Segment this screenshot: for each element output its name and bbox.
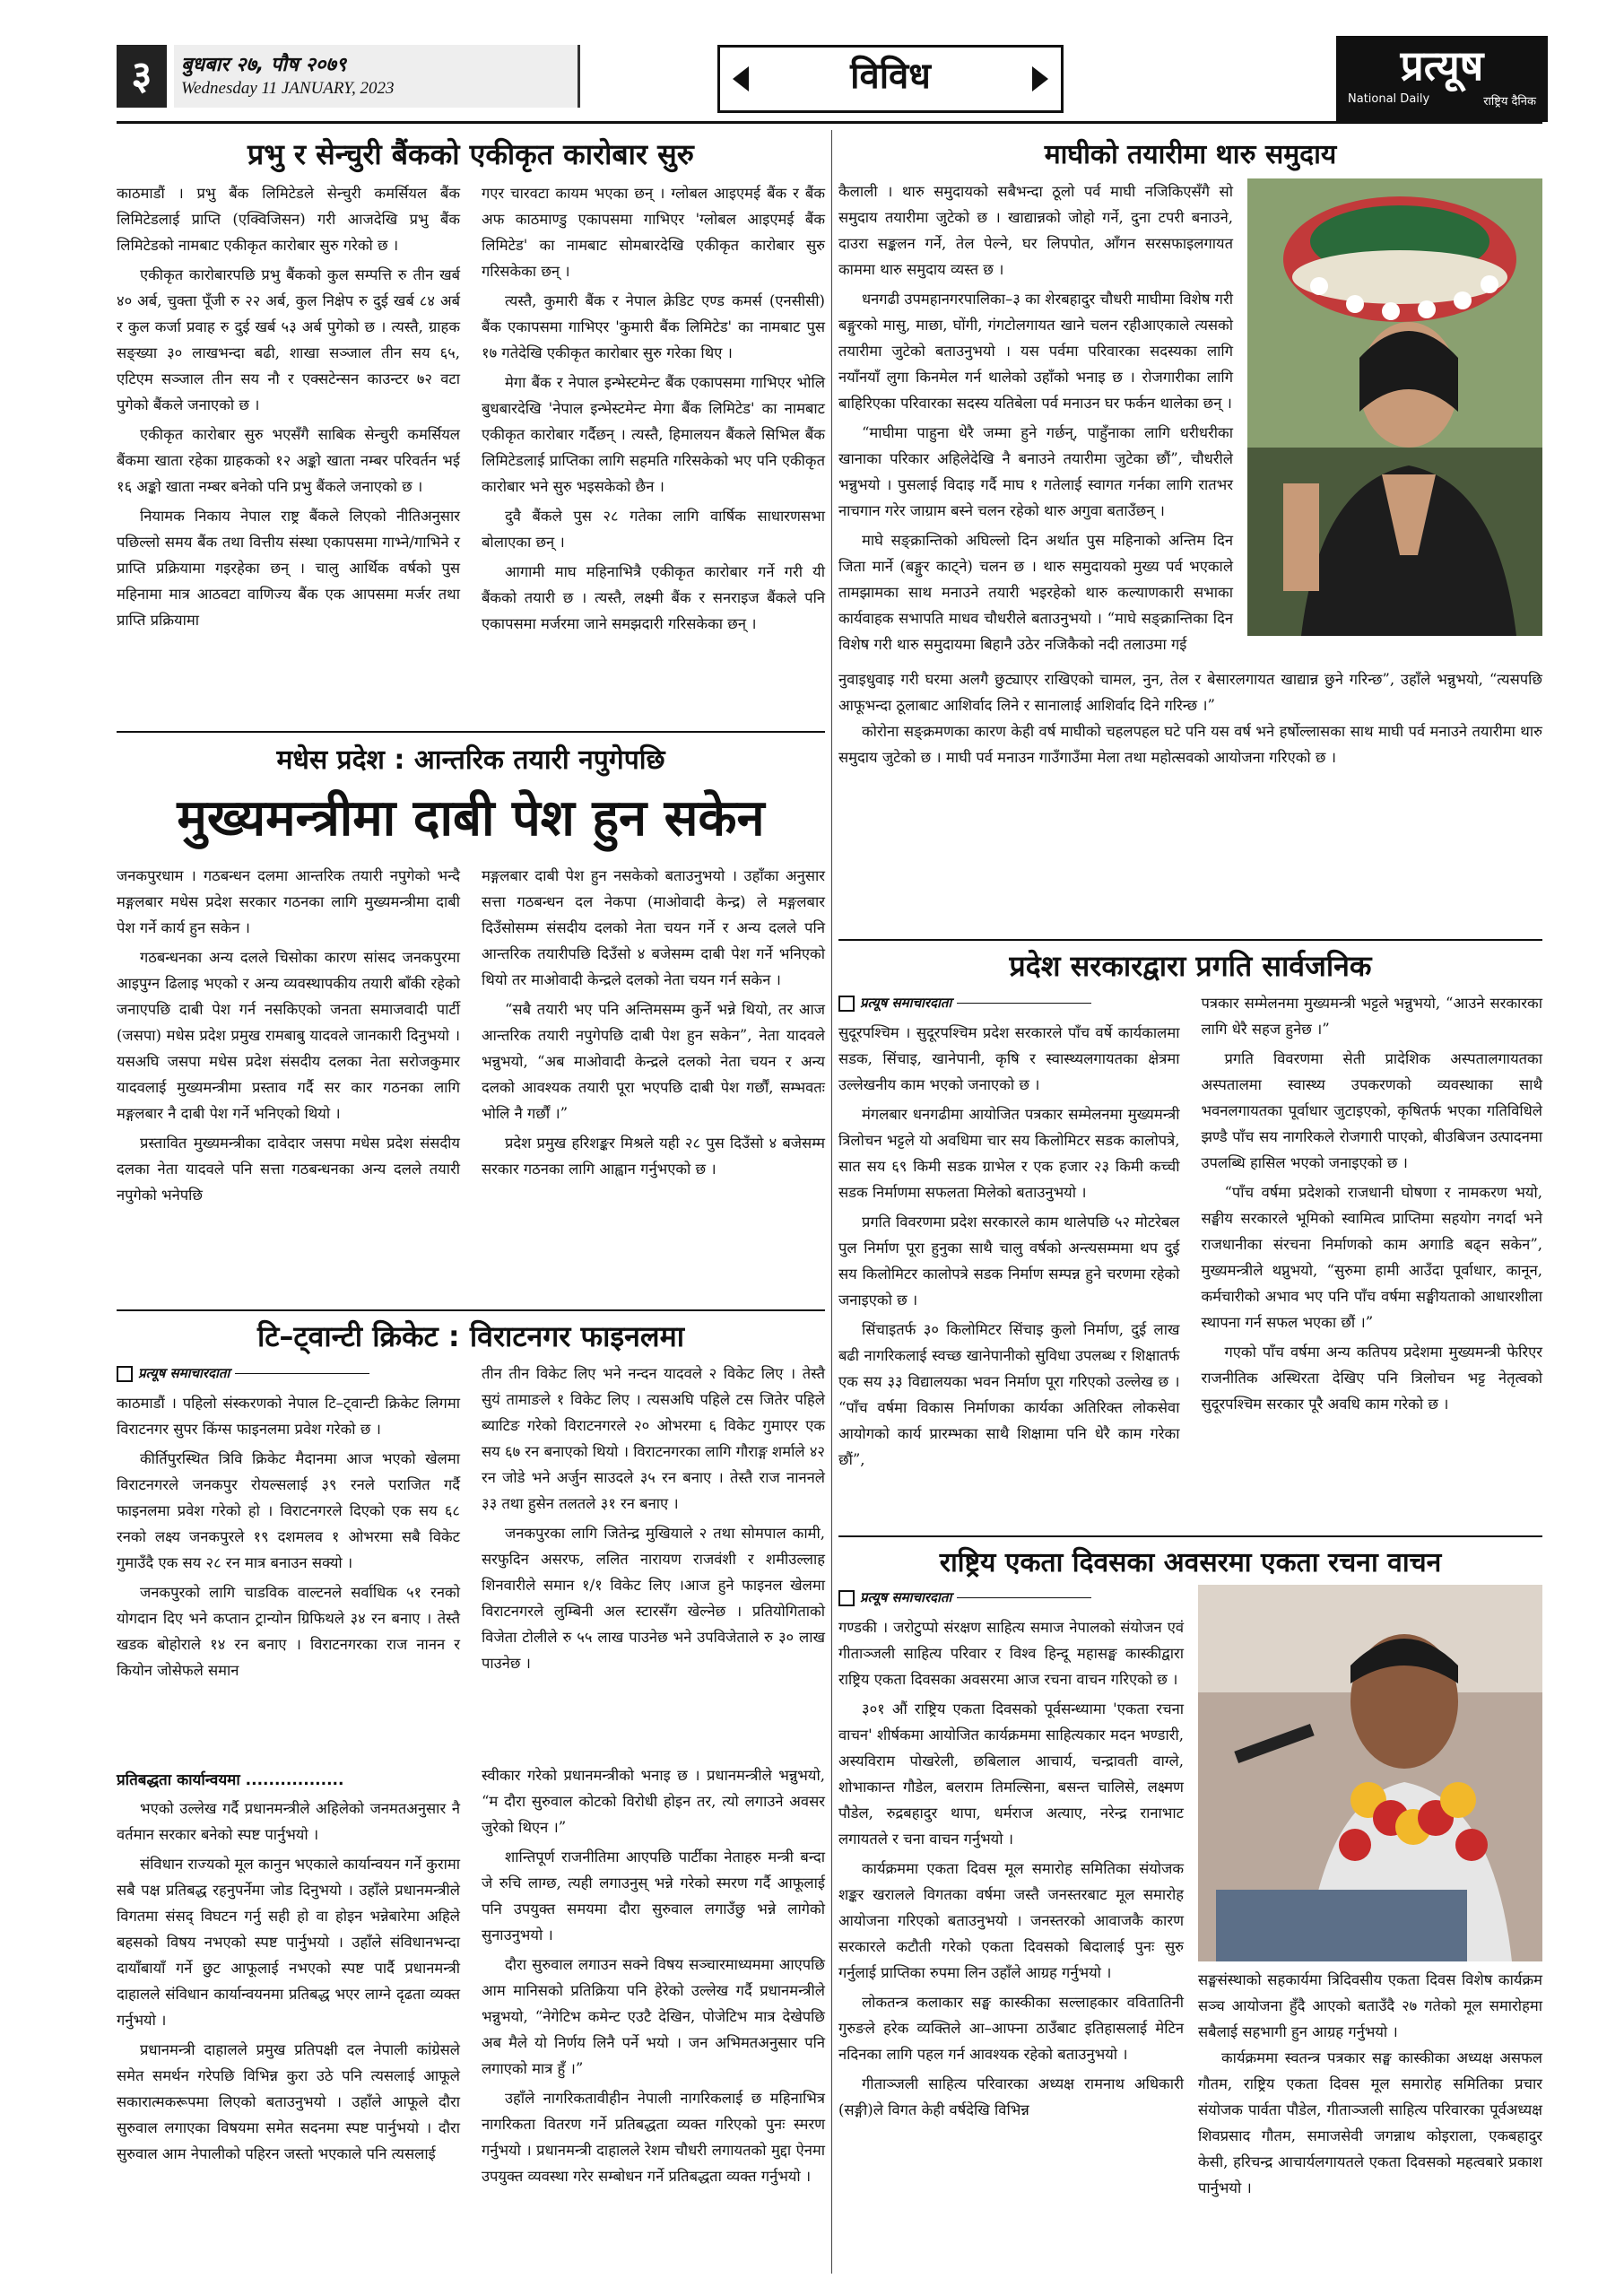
byline-box-icon [838,1590,855,1606]
article-bank-merger [117,135,825,640]
paragraph: कीर्तिपुरस्थित त्रिवि क्रिकेट मैदानमा आज भएको खेलमा विराटनगरले जनकपुर रोयल्सलाई ३९ रनले पराजित गर्दै फाइनलमा प्रवेश गरेको हो । विराटनगरले दिएको एक सय ६८ रनको लक्ष्य जनकपुरले १९ दशमलव १ ओभरमा सबै विकेट गुमाउँदै एक सय २८ रन मात्र बनाउन सक्यो । [117,1450,460,1571]
paragraph: एकीकृत कारोबार सुरु भएसँगै साबिक सेन्चुरी कमर्सियल बैंकमा खाता रहेका ग्राहकको १२ अङ्को खाता नम्बर परिवर्तन भई १६ अङ्को खाता नम्बर बनेको पनि प्रभु बैंकले जनाएको छ । [117,426,460,495]
article-headline: माघीको तयारीमा थारु समुदाय [1044,139,1337,170]
paragraph: जनकपुरका लागि जितेन्द्र मुखियाले २ तथा सोमपाल कामी, सरफुदिन असरफ, ललित नारायण राजवंशी र शमीउल्लाह शिनवारीले समान १/१ विकेट लिए ।आज हुने फाइनल खेलमा विराटनगरले लुम्बिनी अल स्टारसँग खेल्नेछ । प्रतियोगिताको विजेता टोलीले रु ५५ लाख पाउनेछ भने उपविजेताले रु ३० लाख पाउनेछ । [482,1525,825,1672]
article-column [482,863,825,1212]
paragraph: “माघीमा पाहुना धेरै जम्मा हुने गर्छन्, पाहुँनाका लागि धरीधरीका खानाका परिकार अहिलेदेखि नै बनाउने तयारीमा जुटेका छौं”, चौधरीले भन्नुभयो । पुसलाई विदाइ गर्दै माघ १ गतेलाई स्वागत गर्नका लागि रातभर नाचगान गरेर जाग्राम बस्ने चलन रहेको थारु अगुवा बताउँछन् । [838,424,1233,519]
article-cricket [117,1317,825,1687]
article-madhes [117,740,825,1212]
paragraph: सुदूरपश्चिम । सुदूरपश्चिम प्रदेश सरकारले पाँच वर्षे कार्यकालमा सडक, सिंचाइ, खानेपानी, कृषि र स्वास्थ्यलगायतका क्षेत्रमा उल्लेखनीय काम भएको जनाएको छ । [838,1024,1180,1093]
paragraph: नुवाइधुवाइ गरी घरमा अलगै छुट्याएर राखिएको चामल, नुन, तेल र बेसारलगायत खाद्यान्न छुने गरिन्छ”, उहाँले भन्नुभयो, “त्यसपछि आफूभन्दा ठूलाबाट आशिर्वाद लिने र सानालाई आशिर्वाद दिने गरिन्छ ।” [838,671,1542,714]
article-column [838,1585,1184,2201]
article-body [117,1361,825,1687]
paragraph: प्रदेश प्रमुख हरिशङ्कर मिश्रले यही २८ पुस दिउँसो ४ बजेसम्म सरकार गठनका लागि आह्वान गर्नुभएको छ । [482,1135,825,1178]
article-headline: मुख्यमन्त्रीमा दाबी पेश हुन सकेन [177,789,765,848]
paragraph: प्रगति विवरणमा प्रदेश सरकारले काम थालेपछि ५२ मोटरेबल पुल निर्माण पूरा हुनुका साथै चालु वर्षको अन्त्यसम्ममा थप दुई सय किलोमिटर कालोपत्रे सडक निर्माण सम्पन्न हुने चरणमा रहेको जनाइएको छ । [838,1213,1180,1309]
paragraph: नियामक निकाय नेपाल राष्ट्र बैंकले लिएको नीतिअनुसार पछिल्लो समय बैंक तथा वित्तीय संस्था एकापसमा गाभ्ने/गाभिने र प्राप्ति प्रक्रियामा गइरहेका छन् । चालु आर्थिक वर्षको पुस महिनामा मात्र आठवटा वाणिज्य बैंक एक आपसमा मर्जर तथा प्राप्ति प्रक्रियामा [117,508,460,629]
paragraph: संविधान राज्यको मूल कानुन भएकाले कार्यान्वयन गर्ने कुरामा सबै पक्ष प्रतिबद्ध रहनुपर्नेमा जोड दिनुभयो । उहाँले प्रधानमन्त्रीले विगतमा संसद् विघटन गर्नु सही हो वा होइन भन्नेबारेमा अहिले बहसको विषय नभएको स्पष्ट पार्नुभयो । उहाँले संविधानभन्दा दायाँबायाँ गर्ने छुट आफूलाई नभएको स्पष्ट पार्दै प्रधानमन्त्री दाहालले संविधान कार्यान्वयनमा प्रतिबद्ध भएर लाग्ने दृढता व्यक्त गर्नुभयो । [117,1856,460,2029]
paper-name: प्रत्यूष [1400,41,1484,90]
column-divider [831,130,832,2274]
article-headline: राष्ट्रिय एकता दिवसका अवसरमा एकता रचना वाचन [939,1547,1442,1578]
article-body [838,178,1542,661]
byline-rule [957,1597,1091,1598]
page-number: ३ [117,45,167,108]
section-divider [117,1309,825,1311]
paragraph: प्रस्तावित मुख्यमन्त्रीका दावेदार जसपा मधेस प्रदेश संसदीय दलका नेता यादवले पनि सत्ता गठबन्धनका अन्य दलले तयारी नपुगेको भनेपछि [117,1135,460,1204]
paragraph: सिंचाइतर्फ ३० किलोमिटर सिंचाइ कुलो निर्माण, दुई लाख बढी नागरिकलाई स्वच्छ खानेपानीको सुविधा उपलब्ध र शिक्षातर्फ एक सय ३३ विद्यालयका भवन निर्माण पूरा गरिएको उल्लेख छ । “पाँच वर्षमा विकास निर्माणका कार्यका अतिरिक्त लोकसेवा आयोगको कार्य प्रारम्भका साथै शिक्षामा पनि धेरै काम गरेका छौं”, [838,1321,1180,1468]
article-column [1202,990,1543,1476]
article-column [482,180,825,640]
tagline-english: National Daily [1348,92,1430,106]
paragraph: कार्यक्रममा एकता दिवस मूल समारोह समितिका संयोजक शङ्कर खरालले विगतका वर्षमा जस्तै जनस्तरबाट मूल समारोह आयोजना गरिएको बताउनुभयो । जनस्तरको आवाजकै कारण सरकारले कटौती गरेको एकता दिवसको बिदालाई पुनः सुरु गर्नुलाई प्राप्तिका रुपमा लिन उहाँले आग्रह गर्नुभयो । [838,1860,1184,1981]
article-headline: प्रदेश सरकारद्वारा प्रगति सार्वजनिक [1009,949,1372,983]
paragraph: “सबै तयारी भए पनि अन्तिमसम्म कुर्ने भन्ने थियो, तर आज आन्तरिक तयारी नपुगेपछि दाबी पेश हुन सकेन”, नेता यादवले भन्नुभयो, “अब माओवादी केन्द्रले दलको नेता चयन र अन्य दलको आवश्यक तयारी पूरा भएपछि दाबी पेश गर्छौं, सम्भवतः भोलि नै गर्छौं ।” [482,1001,825,1122]
paragraph: मङ्गलबार दाबी पेश हुन नसकेको बताउनुभयो । उहाँका अनुसार सत्ता गठबन्धन दल नेकपा (माओवादी केन्द्र) ले मङ्गलबार दिउँसोसम्म संसदीय दलको नेता चयन गर्ने र अन्य दलले पनि आन्तरिक तयारीपछि दिउँसो ४ बजेसम्म दाबी पेश गर्ने भनिएको थियो तर माओवादी केन्द्रले दलको नेता चयन गर्न सकेन । [482,867,825,988]
paragraph: कैलाली । थारु समुदायको सबैभन्दा ठूलो पर्व माघी नजिकिएसँगै सो समुदाय तयारीमा जुटेको छ । खाद्यान्नको जोहो गर्ने, दुना टपरी बनाउने, दाउरा सङ्कलन गर्ने, तेल पेल्ने, घर लिपपोत, आँगन सरसफाइलगायत काममा थारु समुदाय व्यस्त छ । [838,183,1233,278]
article-column [838,990,1180,1476]
byline [117,1361,460,1387]
article-column [117,1762,460,2193]
byline [838,990,1180,1016]
photo-column [1198,1585,1542,2201]
article-column [482,1762,825,2193]
article-ekta [838,1543,1542,2201]
article-continuation [117,1762,825,2193]
paragraph: सङ्घसंस्थाको सहकार्यमा त्रिदिवसीय एकता दिवस विशेष कार्यक्रम सञ्च आयोजना हुँदै आएको बताउँदै २७ गतेको मूल समारोहमा सबैलाई सहभागी हुन आग्रह गर्नुभयो । [1198,1971,1542,2040]
paragraph: ३०१ औं राष्ट्रिय एकता दिवसको पूर्वसन्ध्यामा 'एकता रचना वाचन' शीर्षकमा आयोजित कार्यक्रममा साहित्यकार मदन भण्डारी, अस्यविराम पोखरेली, छबिलाल आचार्य, चन्द्रावती वाग्ले, शोभाकान्त गौडेल, बलराम तिमल्सिना, बसन्त चालिसे, लक्ष्मण पौडेल, रुद्रबहादुर थापा, धर्मराज अत्याए, नरेन्द्र रानाभाट लगायतले र चना वाचन गर्नुभयो । [838,1700,1184,1848]
paragraph: काठमाडौं । पहिलो संस्करणको नेपाल टि–ट्वान्टी क्रिकेट लिगमा विराटनगर सुपर किंग्स फाइनलमा प्रवेश गरेको छ । [117,1395,460,1438]
paragraph: भएको उल्लेख गर्दै प्रधानमन्त्रीले अहिलेको जनमतअनुसार नै वर्तमान सरकार बनेको स्पष्ट पार्नुभयो । [117,1800,460,1843]
reciter-photo [1198,1585,1542,1961]
paragraph: प्रधानमन्त्री दाहालले प्रमुख प्रतिपक्षी दल नेपाली कांग्रेसले समेत समर्थन गरेपछि विभिन्न कुरा उठे पनि त्यसलाई आफूले सकारात्मकरूपमा लिएको बताउनुभयो । उहाँले आफूले दौरा सुरुवाल लगाएका विषयमा समेत सदनमा स्पष्ट पार्नुभयो । दौरा सुरुवाल आम नेपालीको पहिरन जस्तो भएकाले पनि त्यसलाई [117,2041,460,2162]
photo-caption [1198,1967,1542,2201]
paragraph: आगामी माघ महिनाभित्रै एकीकृत कारोबार गर्ने गरी यी बैंकको तयारी छ । त्यस्तै, लक्ष्मी बैंक र सनराइज बैंकले पनि एकापसमा मर्जरमा जाने समझदारी गरिसकेका छन् । [482,563,825,632]
paragraph: दौरा सुरुवाल लगाउन सक्ने विषय सञ्चारमाध्यममा आएपछि आम मानिसको प्रतिक्रिया पनि हेरेको उल्लेख गर्दै प्रधानमन्त्रीले भन्नुभयो, “नेगेटिभ कमेन्ट एउटै देखिन, पोजेटिभ मात्र देखेपछि अब मैले यो निर्णय लिनै पर्ने भयो । जन अभिमतअनुसार पनि लगाएको मात्र हुँ ।” [482,1956,825,2077]
paragraph: गण्डकी । जरोटुप्पो संरक्षण साहित्य समाज नेपालको संयोजन एवं गीताञ्जली साहित्य परिवार र विश्व हिन्दू महासङ्घ कास्कीद्वारा राष्ट्रिय एकता दिवसका अवसरमा आज रचना वाचन गरिएको छ । [838,1619,1184,1688]
paragraph: काठमाडौं । प्रभु बैंक लिमिटेडले सेन्चुरी कमर्सियल बैंक लिमिटेडलाई प्राप्ति (एक्विजिसन) गरी आजदेखि प्रभु बैंक लिमिटेडको नामबाट एकीकृत कारोबार सुरु गरेको छ । [117,185,460,254]
paragraph: एकीकृत कारोबारपछि प्रभु बैंकको कुल सम्पत्ति रु तीन खर्ब ४० अर्ब, चुक्ता पूँजी रु २२ अर्ब, कुल निक्षेप रु दुई खर्ब ८४ अर्ब र कुल कर्जा प्रवाह रु दुई खर्ब ५३ अर्ब पुगेको छ । त्यस्तै, ग्राहक सङ्ख्या ३० लाखभन्दा बढी, शाखा सञ्जाल तीन सय ६५, एटिएम सञ्जाल तीन सय नौ र एक्सटेन्सन काउन्टर ७२ वटा पुगेको बैंकले जनाएको छ । [117,266,460,413]
byline [838,1585,1184,1611]
article-column [117,1361,460,1687]
byline-box-icon [117,1366,133,1382]
article-body [838,1585,1542,2201]
byline-text: प्रत्यूष समाचारदाता [860,995,952,1011]
paragraph: लोकतन्त्र कलाकार सङ्घ कास्कीका सल्लाहकार ववितातिनी गुरुङले हरेक व्यक्तिले आ–आफ्ना ठाउँबाट इतिहासलाई मेटिन नदिनका लागि पहल गर्न आवश्यक रहेको बताउनुभयो । [838,1994,1184,2063]
paragraph: उहाँले नागरिकतावीहीन नेपाली नागरिकलाई छ महिनाभित्र नागरिकता वितरण गर्ने प्रतिबद्धता व्यक्त गरिएको पुनः स्मरण गर्नुभयो । प्रधानमन्त्री दाहालले रेशम चौधरी लगायतको मुद्दा ऐनमा उपयुक्त व्यवस्था गरेर सम्बोधन गर्ने प्रतिबद्धता व्यक्त गर्नुभयो । [482,2090,825,2185]
masthead-tagline [1339,92,1545,109]
paragraph: दुवै बैंकले पुस २८ गतेका लागि वार्षिक साधारणसभा बोलाएका छन् । [482,508,825,551]
right-arrow-icon [1032,66,1048,91]
tharu-woman-photo [1247,178,1542,636]
article-body [117,180,825,640]
paragraph: शान्तिपूर्ण राजनीतिमा आएपछि पार्टीका नेताहरु मन्त्री बन्दा जे रुचि लाग्छ, त्यही लगाउनुस् भन्ने गरेको स्मरण गर्दै आफूलाई पनि उपयुक्त समयमा दौरा सुरुवाल लगाउँछु भन्ने लागेको सुनाउनुभयो । [482,1848,825,1944]
paragraph: धनगढी उपमहानगरपालिका–३ का शेरबहादुर चौधरी माघीमा विशेष गरी बङ्गुरको मासु, माछा, घोंगी, गंगटोलगायत खाने चलन रहीआएकाले त्यसको तयारीमा जुटेको बताउनुभयो । यस पर्वमा परिवारका सदस्यका लागि नयाँनयाँ लुगा किनमेल गर्न थालेको उहाँको भनाइ छ । रोजगारीका लागि बाहिरिएका परिवारका सदस्य यतिबेला पर्व मनाउन घर फर्कन थालेका छन् । [838,291,1233,412]
byline-text: प्रत्यूष समाचारदाता [138,1365,230,1381]
reciter-illustration [1198,1585,1542,1961]
left-arrow-icon [733,66,749,91]
byline-rule [235,1373,369,1374]
article-maghi [838,135,1542,770]
header-rule [117,121,1542,124]
paragraph: मेगा बैंक र नेपाल इन्भेस्टमेन्ट बैंक एकापसमा गाभिएर भोलि बुधबारदेखि 'नेपाल इन्भेस्टमेन्ट मेगा बैंक लिमिटेड' का नामबाट एकीकृत कारोबार गर्दैछन् । त्यस्तै, हिमालयन बैंकले सिभिल बैंक लिमिटेडलाई प्राप्तिका लागि सहमति गरिसकेको भए पनि एकीकृत कारोबार भने सुरु भइसकेको छैन । [482,374,825,495]
article-kicker: मधेस प्रदेश : आन्तरिक तयारी नपुगेपछि [276,744,665,776]
page-header [117,36,1542,126]
section-label: विविध [850,56,931,97]
article-body [838,990,1542,1476]
photo-column [1247,178,1542,661]
section-divider [117,731,825,733]
article-column [838,178,1233,661]
paragraph: जनकपुरधाम । गठबन्धन दलमा आन्तरिक तयारी नपुगेको भन्दै मङ्गलबार मधेस प्रदेश सरकार गठनका लागि मुख्यमन्त्रीमा दाबी पेश गर्ने कार्य हुन सकेन । [117,867,460,936]
article-column [482,1361,825,1687]
article-column [117,180,460,640]
paragraph: कार्यक्रममा स्वतन्त्र पत्रकार सङ्घ कास्कीका अध्यक्ष असफल गौतम, राष्ट्रिय एकता दिवस मूल समारोह समितिका प्रचार संयोजक पार्वता पौडेल, गीताञ्जली साहित्य परिवारका पूर्वअध्यक्ष शिवप्रसाद गौतम, समाजसेवी जगन्नाथ कोइराला, एकबहादुर केसी, हरिचन्द्र आचार्यलगायतले एकता दिवसको महत्वबारे प्रकाश पार्नुभयो । [1198,2049,1542,2196]
paragraph: कोरोना सङ्क्रमणका कारण केही वर्ष माघीको चहलपहल घटे पनि यस वर्ष भने हर्षोल्लासका साथ माघी पर्व मनाउने तयारीमा थारु समुदाय जुटेको छ । माघी पर्व मनाउन गाउँगाउँमा मेला तथा महोत्सवको आयोजना गरिएको छ । [838,723,1542,766]
dateline [174,45,580,108]
masthead-logo [1336,36,1548,122]
paragraph: गएको पाँच वर्षमा अन्य कतिपय प्रदेशमा मुख्यमन्त्री फेरिएर राजनीतिक अस्थिरता देखिए पनि त्रिलोचन भट्ट नेतृत्वको सुदूरपश्चिम सरकार पूरै अवधि काम गरेको छ । [1201,1344,1542,1413]
photo-caption [838,666,1542,770]
section-divider [838,939,1542,941]
byline-box-icon [838,996,855,1012]
tharu-woman-illustration [1247,178,1542,636]
paragraph: गठबन्धनका अन्य दलले चिसोका कारण सांसद जनकपुरमा आइपुग्न ढिलाइ भएको र अन्य व्यवस्थापकीय तयारी बाँकी रहेको जनाएपछि दाबी पेश गर्न नसकिएको जनता समाजवादी पार्टी (जसपा) मधेस प्रदेश प्रमुख रामबाबु यादवले जानकारी दिनुभयो । यसअघि जसपा मधेस प्रदेश संसदीय दलका नेता सरोजकुमार यादवलाई मुख्यमन्त्रीमा प्रस्ताव गर्दै सर कार गठनका लागि मङ्गलबार नै दाबी पेश गर्ने भनिएको थियो । [117,949,460,1122]
article-body [117,1762,825,2193]
tagline-nepali: राष्ट्रिय दैनिक [1483,95,1536,109]
paragraph: गएर चारवटा कायम भएका छन् । ग्लोबल आइएमई बैंक र बैंक अफ काठमाण्डु एकापसमा गाभिएर 'ग्लोबल आइएमई बैंक लिमिटेड' का नामबाट सोमबारदेखि एकीकृत कारोबार सुरु गरिसकेका छन् । [482,185,825,280]
date-english: Wednesday 11 JANUARY, 2023 [181,79,395,98]
paragraph: मंगलबार धनगढीमा आयोजित पत्रकार सम्मेलनमा मुख्यमन्त्री त्रिलोचन भट्टले यो अवधिमा चार सय किलोमिटर सडक कालोपत्रे, सात सय ६९ किमी सडक ग्राभेल र एक हजार २३ किमी कच्ची सडक निर्माणमा सफलता मिलेको बताउनुभयो । [838,1106,1180,1201]
article-pradesh [838,946,1542,1476]
paragraph: प्रगति विवरणमा सेती प्रादेशिक अस्पतालगायतका अस्पतालमा स्वास्थ्य उपकरणको व्यवस्थाका साथै भवनलगायतका पूर्वाधार जुटाइएको, कृषितर्फ भएका गतिविधिले झण्डै पाँच सय नागरिकले रोजगारी पाएको, बीउबिजन उत्पादनमा उपलब्धि हासिल भएको जनाइएको छ । [1201,1050,1542,1171]
date-nepali: बुधबार २७, पौष २०७९ [181,54,347,76]
paragraph: गीताञ्जली साहित्य परिवारका अध्यक्ष रामनाथ अधिकारी (सङ्गी)ले विगत केही वर्षदेखि विभिन्न [838,2075,1184,2118]
byline-rule [957,1003,1091,1004]
paragraph: पत्रकार सम्मेलनमा मुख्यमन्त्री भट्टले भन्नुभयो, “आउने सरकारका लागि धेरै सहज हुनेछ ।” [1201,995,1542,1038]
article-column [117,863,460,1212]
paragraph: जनकपुरको लागि चाडविक वाल्टनले सर्वाधिक ५१ रनको योगदान दिए भने कप्तान ट्रान्योन ग्रिफिथले ३४ रन बनाए । तेस्तै खडक बोहोराले १४ रन बनाए । विराटनगरका राज नानन र कियोन जोसेफले समान [117,1584,460,1679]
paragraph: स्वीकार गरेको प्रधानमन्त्रीको भनाइ छ । प्रधानमन्त्रीले भन्नुभयो, “म दौरा सुरुवाल कोटको विरोधी होइन तर, त्यो लगाउने अवसर जुरेको थिएन ।” [482,1767,825,1836]
paragraph: त्यस्तै, कुमारी बैंक र नेपाल क्रेडिट एण्ड कमर्स (एनसीसी) बैंक एकापसमा गाभिएर 'कुमारी बैंक लिमिटेड' का नामबाट पुस १७ गतेदेखि एकीकृत कारोबार सुरु गरेका थिए । [482,292,825,361]
section-divider [838,1535,1542,1537]
byline-text: प्रत्यूष समाचारदाता [860,1589,952,1605]
continuation-subhead: प्रतिबद्धता कार्यान्वयमा ................. [117,1771,344,1789]
paragraph: माघे सङ्क्रान्तिको अघिल्लो दिन अर्थात पुस महिनाको अन्तिम दिन जिता मार्ने (बङ्गुर काट्ने) चलन छ । थारु समुदायको मुख्य पर्व भएकाले तामझामका साथ मनाउने तयारी भइरहेको थारु कल्याणकारी सभाका कार्यवाहक सभापति माधव चौधरीले बताउनुभयो । “माघे सङ्क्रान्तिका दिन विशेष गरी थारु समुदायमा बिहानै उठेर नजिकैको नदी तलाउमा गई [838,532,1233,653]
paragraph: “पाँच वर्षमा प्रदेशको राजधानी घोषणा र नामकरण भयो, सङ्घीय सरकारले भूमिको स्वामित्व प्राप्तिमा सहयोग नगर्दा भने राजधानीका संरचना निर्माणको काम अगाडि बढ्न सकेन”, मुख्यमन्त्रीले थप्नुभयो, “सुरुमा हामी आउँदा पूर्वाधार, कानून, कर्मचारीको अभाव भए पनि पाँच वर्षमा सङ्घीयताको आधारशीला स्थापना गर्न सफल भएका छौं ।” [1201,1184,1542,1331]
article-headline: प्रभु र सेन्चुरी बैंकको एकीकृत कारोबार सुरु [248,137,694,171]
article-headline: टि–ट्वान्टी क्रिकेट : विराटनगर फाइनलमा [256,1319,685,1353]
paragraph: तीन तीन विकेट लिए भने नन्दन यादवले २ विकेट लिए । तेस्तै सुयं तामाङले १ विकेट लिए । त्यसअघि पहिले टस जितेर पहिले ब्याटिङ गरेको विराटनगरले २० ओभरमा ६ विकेट गुमाएर एक सय ६७ रन बनाएको थियो । विराटनगरका लागि गौराङ्ग शर्माले ४२ रन जोडे भने अर्जुन साउदले ३५ रन बनाए । तेस्तै राज नाननले ३३ तथा हुसेन तलतले ३१ रन बनाए । [482,1365,825,1512]
section-banner [717,45,1064,113]
article-body [117,863,825,1212]
